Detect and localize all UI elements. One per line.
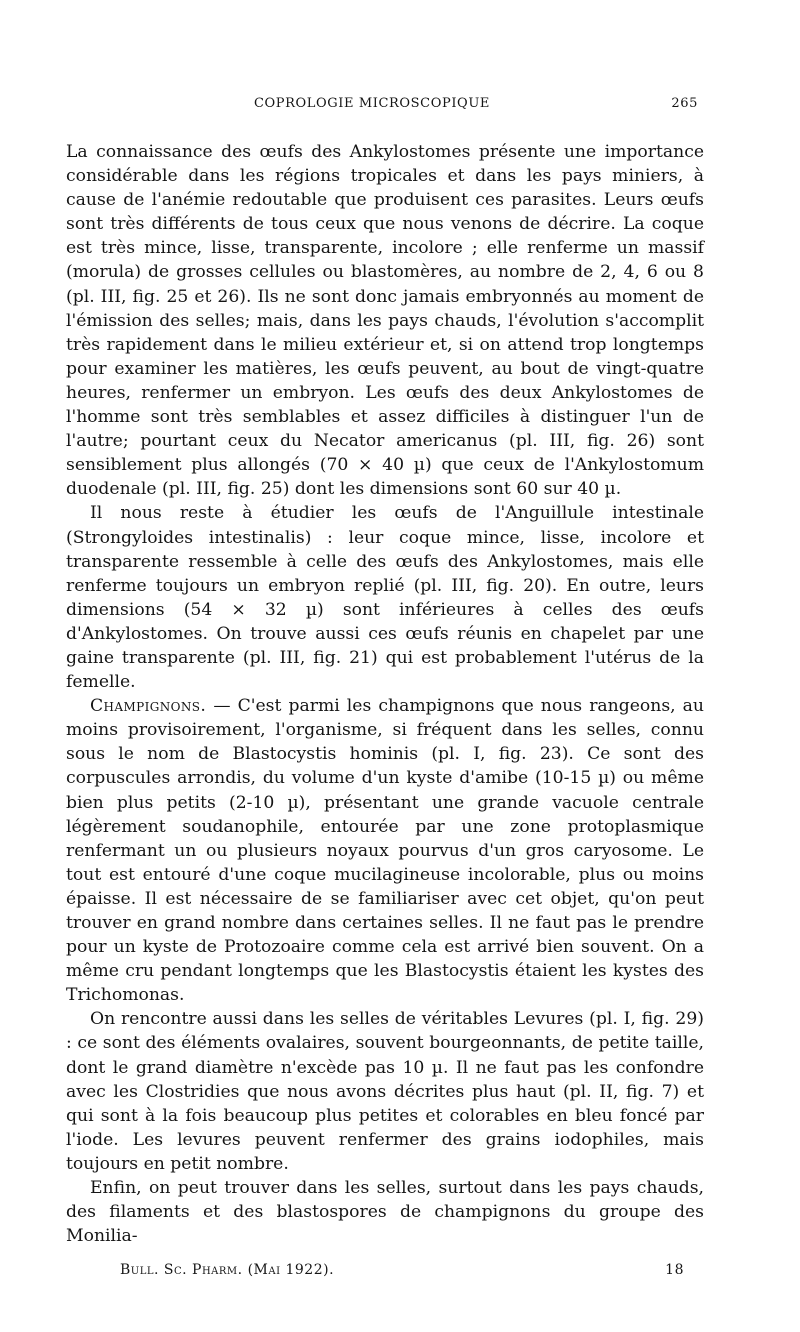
page-number: 265 bbox=[671, 96, 698, 111]
body-text bbox=[66, 140, 704, 1248]
paragraph-text: On rencontre aussi dans les selles de véritables Levures (pl. I, fig. 29) : ce sont des éléments ovalaires, souvent bourgeonnants, de petite taille, dont le grand diamètre n'excède pas 10 µ. Il ne faut pas les confondre avec les Clostridies que nous avons décrites plus haut (pl. II, fig. 7) et qui sont à la fois beaucoup plus petites et colorables en bleu foncé par l'iode. Les levures peuvent renfermer des grains iodophiles, mais toujours en petit nombre. bbox=[66, 1009, 704, 1174]
journal-reference: Bull. Sc. Pharm. (Mai 1922). bbox=[120, 1262, 335, 1279]
paragraph-anguillule bbox=[66, 501, 704, 694]
document-page bbox=[66, 96, 704, 1278]
section-title: Champignons. bbox=[90, 696, 207, 717]
paragraph-text: La connaissance des œufs des Ankylostomes présente une importance considérable dans les régions tropicales et dans les pays miniers, à cause de l'anémie redoutable que produisent ces parasites. Leurs œufs sont très différents de tous ceux que nous venons de décrire. La coque est très mince, lisse, transparente, incolore ; elle renferme un massif (morula) de grosses cellules ou blastomères, au nombre de 2, 4, 6 ou 8 (pl. III, fig. 25 et 26). Ils ne sont donc jamais embryonnés au moment de l'émission des selles; mais, dans les pays chauds, l'évolution s'accomplit très rapidement dans le milieu extérieur et, si on attend trop longtemps pour examiner les matières, les œufs peuvent, au bout de vingt-quatre heures, renfermer un embryon. Les œufs des deux Ankylostomes de l'homme sont très semblables et assez difficiles à distinguer l'un de l'autre; pourtant ceux du Necator americanus (pl. III, fig. 26) sont sensiblement plus allongés (70 × 40 µ) que ceux de l'Ankylostomum duodenale (pl. III, fig. 25) dont les dimensions sont 60 sur 40 µ. bbox=[66, 142, 704, 500]
paragraph-text: — C'est parmi les champignons que nous rangeons, au moins provisoirement, l'organisme, si fréquent dans les selles, connu sous le nom de Blastocystis hominis (pl. I, fig. 23). Ce sont des corpuscules arrondis, du volume d'un kyste d'amibe (10-15 µ) ou même bien plus petits (2-10 µ), présentant une grande vacuole centrale légèrement soudanophile, entourée par une zone protoplasmique renfermant un ou plusieurs noyaux pourvus d'un gros caryosome. Le tout est entouré d'une coque mucilagineuse incolorable, plus ou moins épaisse. Il est nécessaire de se familiariser avec cet objet, qu'on peut trouver en grand nombre dans certaines selles. Il ne faut pas le prendre pour un kyste de Protozoaire comme cela est arrivé bien souvent. On a même cru pendant longtemps que les Blastocystis étaient les kystes des Trichomonas. bbox=[66, 696, 704, 1006]
paragraph-ankylostomes bbox=[66, 140, 704, 501]
signature-mark: 18 bbox=[665, 1262, 684, 1279]
page-footer bbox=[66, 1262, 704, 1278]
running-title: COPROLOGIE MICROSCOPIQUE bbox=[254, 96, 490, 111]
paragraph-monilia bbox=[66, 1176, 704, 1248]
running-header bbox=[66, 96, 704, 124]
paragraph-champignons bbox=[66, 694, 704, 1007]
paragraph-text: Il nous reste à étudier les œufs de l'Anguillule intestinale (Strongyloides intestinalis) : leur coque mince, lisse, incolore et transparente ressemble à celle des œufs des Ankylostomes, mais elle renferme toujours un embryon replié (pl. III, fig. 20). En outre, leurs dimensions (54 × 32 µ) sont inférieures à celles des œufs d'Ankylostomes. On trouve aussi ces œufs réunis en chapelet par une gaine transparente (pl. III, fig. 21) qui est probablement l'utérus de la femelle. bbox=[66, 503, 704, 693]
paragraph-levures bbox=[66, 1007, 704, 1176]
paragraph-text: Enfin, on peut trouver dans les selles, surtout dans les pays chauds, des filaments et des blastospores de champignons du groupe des Monilia- bbox=[66, 1178, 704, 1247]
